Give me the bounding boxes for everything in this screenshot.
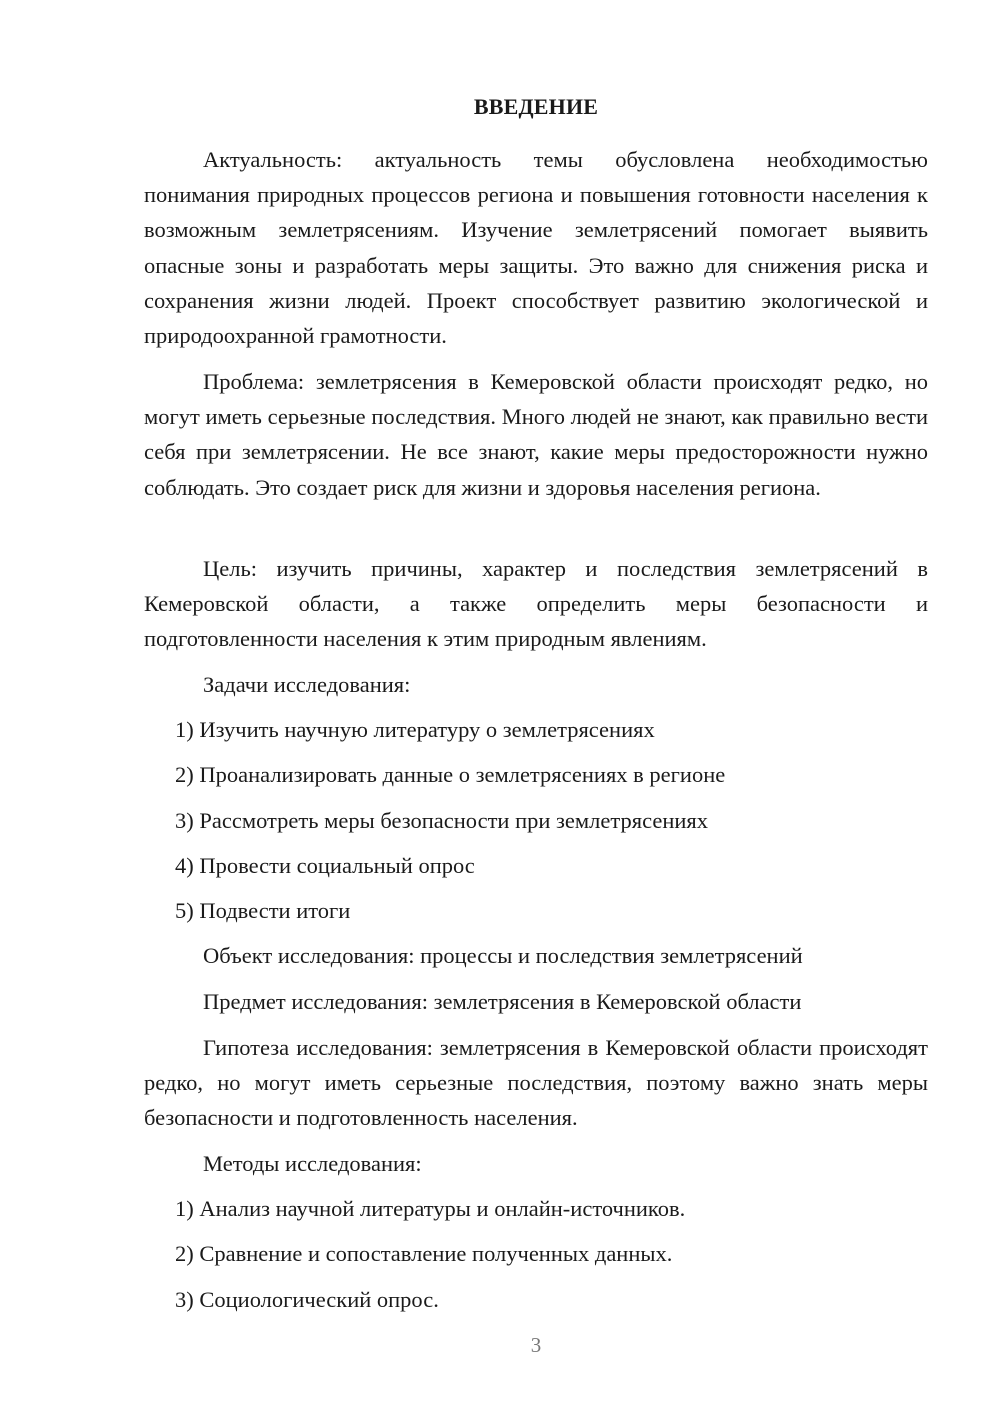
- list-item: 5) Подвести итоги: [175, 898, 351, 923]
- hypothesis-paragraph: Гипотеза исследования: землетрясения в Кемеровской области происходят редко, но могут иметь серьезные последствия, поэтому важно знать меры безопасности и подготовленность населения.: [144, 1035, 928, 1131]
- list-item: 2) Сравнение и сопоставление полученных данных.: [175, 1241, 673, 1266]
- page-number: 3: [530, 1333, 542, 1357]
- list-item: 1) Анализ научной литературы и онлайн-источников.: [175, 1196, 686, 1221]
- list-item: 3) Социологический опрос.: [175, 1287, 439, 1312]
- list-item: 4) Провести социальный опрос: [175, 853, 475, 878]
- methods-heading: Методы исследования:: [203, 1151, 422, 1176]
- problem-paragraph: Проблема: землетрясения в Кемеровской области происходят редко, но могут иметь серьезные последствия. Много людей не знают, как правильно вести себя при землетрясении. Не все знают, какие меры предосторожности нужно соблюдать. Это создает риск для жизни и здоровья населения региона.: [144, 369, 928, 500]
- research-object: Объект исследования: процессы и последствия землетрясений: [203, 943, 803, 968]
- list-item: 2) Проанализировать данные о землетрясениях в регионе: [175, 762, 726, 787]
- list-item: 3) Рассмотреть меры безопасности при землетрясениях: [175, 808, 709, 833]
- relevance-paragraph: Актуальность: актуальность темы обусловлена необходимостью понимания природных процессов региона и повышения готовности населения к возможным землетрясениям. Изучение землетрясений помогает выявить опасные зоны и разработать меры защиты. Это важно для снижения риска и сохранения жизни людей. Проект способствует развитию экологической и природоохранной грамотности.: [144, 147, 928, 349]
- goal-paragraph: Цель: изучить причины, характер и последствия землетрясений в Кемеровской области, а также определить меры безопасности и подготовленности населения к этим природным явлениям.: [144, 556, 928, 652]
- list-item: 1) Изучить научную литературу о землетрясениях: [175, 717, 655, 742]
- tasks-heading: Задачи исследования:: [203, 672, 411, 697]
- research-subject: Предмет исследования: землетрясения в Кемеровской области: [203, 989, 802, 1014]
- section-title: ВВЕДЕНИЕ: [473, 94, 599, 119]
